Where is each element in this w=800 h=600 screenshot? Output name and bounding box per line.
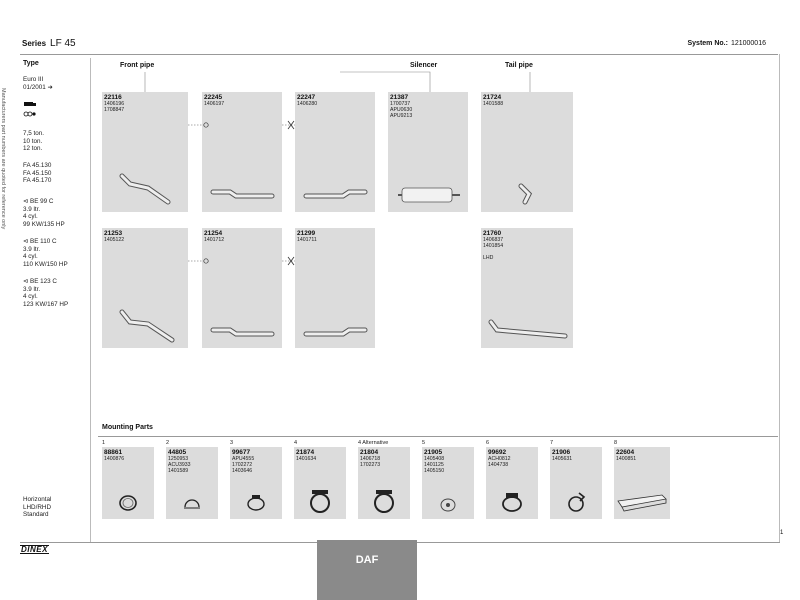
connector-symbols	[188, 118, 298, 132]
clamp-ring-icon	[116, 491, 140, 515]
mounting-part-99677[interactable]: 3 99677 APU4555 1702272 1403646	[230, 440, 282, 519]
part-panel-21254[interactable]: 21254 1401712	[202, 228, 282, 348]
part-panel-21299[interactable]: 21299 1401711	[295, 228, 375, 348]
type-label: Type	[23, 60, 39, 67]
reference-note: Manufacturers part numbers are quoted for reference only	[0, 88, 6, 230]
mounting-part-21905[interactable]: 5 21905 1405408 1401125 1405150	[422, 440, 474, 519]
bracket-icon	[436, 493, 460, 515]
system-label: System No.:	[687, 40, 728, 47]
engine-be110: ⊲ BE 110 C 3.9 ltr. 4 cyl. 110 KW/150 HP	[23, 238, 68, 268]
part-panel-21253[interactable]: 21253 1405122	[102, 228, 188, 348]
part-panel-21760[interactable]: 21760 1406837 1401854 LHD	[481, 228, 573, 348]
front-pipe-drawing	[118, 170, 178, 210]
mounting-part-99692[interactable]: 6 99692 ACH0812 1404738	[486, 440, 538, 519]
part-panel-22116[interactable]: 22116 1406196 1708847	[102, 92, 188, 212]
clamp-icon	[498, 489, 526, 515]
type-column	[20, 58, 91, 542]
pipe-drawing	[303, 320, 369, 342]
mounting-divider	[98, 436, 778, 437]
brand-label: DAF	[355, 554, 379, 566]
pipe-drawing	[210, 182, 276, 204]
band-clamp-icon	[180, 491, 204, 515]
tail-pipe-drawing	[515, 182, 539, 206]
mounting-part-88861[interactable]: 1 88861 1400876	[102, 440, 154, 519]
mounting-part-21906[interactable]: 7 21906 1405631	[550, 440, 602, 519]
front-pipe-title: Front pipe	[120, 62, 155, 69]
hanger-icon	[564, 489, 590, 515]
system-number	[687, 40, 766, 47]
orientation-note: Horizontal LHD/RHD Standard	[23, 496, 52, 518]
engine-be99: ⊲ BE 99 C 3.9 ltr. 4 cyl. 99 KW/135 HP	[23, 198, 65, 228]
dinex-logo: DINEX	[21, 545, 48, 554]
right-border	[779, 54, 780, 542]
silencer-title: Silencer	[410, 62, 438, 69]
part-panel-22247[interactable]: 22247 1406280	[295, 92, 375, 212]
pipe-drawing	[303, 182, 369, 204]
header-divider	[20, 54, 778, 55]
front-pipe-drawing	[118, 306, 178, 346]
tonnage-list: 7,5 ton. 10 ton. 12 ton.	[23, 130, 45, 152]
mounting-title: Mounting Parts	[102, 424, 153, 431]
model-list: FA 45.130 FA 45.150 FA 45.170	[23, 162, 52, 184]
connector-symbols	[188, 254, 298, 268]
euro-spec: Euro III 01/2001 ➜	[23, 76, 53, 91]
truck-icon	[23, 100, 43, 120]
part-panel-21387[interactable]: 21387 1700737 APU0630 APU9213	[388, 92, 468, 212]
mounting-part-21804[interactable]: 4 Alternative 21804 1406718 1702273	[358, 440, 410, 519]
heat-shield-icon	[616, 491, 668, 515]
page-number: 1	[780, 530, 784, 536]
brand-bar	[317, 540, 417, 600]
part-panel-22245[interactable]: 22245 1406197	[202, 92, 282, 212]
mounting-part-21874[interactable]: 4 21874 1401634	[294, 440, 346, 519]
series-title	[22, 38, 76, 49]
series-label: Series	[22, 39, 47, 48]
v-clamp-icon	[370, 487, 398, 515]
series-model: LF 45	[50, 38, 76, 49]
part-panel-21724[interactable]: 21724 1401588	[481, 92, 573, 212]
clamp-icon	[244, 491, 268, 515]
mounting-part-22604[interactable]: 8 22604 1400851	[614, 440, 670, 519]
tail-pipe-drawing	[487, 316, 571, 344]
silencer-drawing	[396, 184, 462, 208]
tail-pipe-title: Tail pipe	[505, 62, 533, 69]
system-number-value: 121000016	[730, 40, 766, 47]
engine-be123: ⊲ BE 123 C 3.9 ltr. 4 cyl. 123 KW/167 HP	[23, 278, 69, 308]
pipe-drawing	[210, 320, 276, 342]
mounting-part-44805[interactable]: 2 44805 1250953 ACU3933 1401589	[166, 440, 218, 519]
v-clamp-icon	[306, 487, 334, 515]
